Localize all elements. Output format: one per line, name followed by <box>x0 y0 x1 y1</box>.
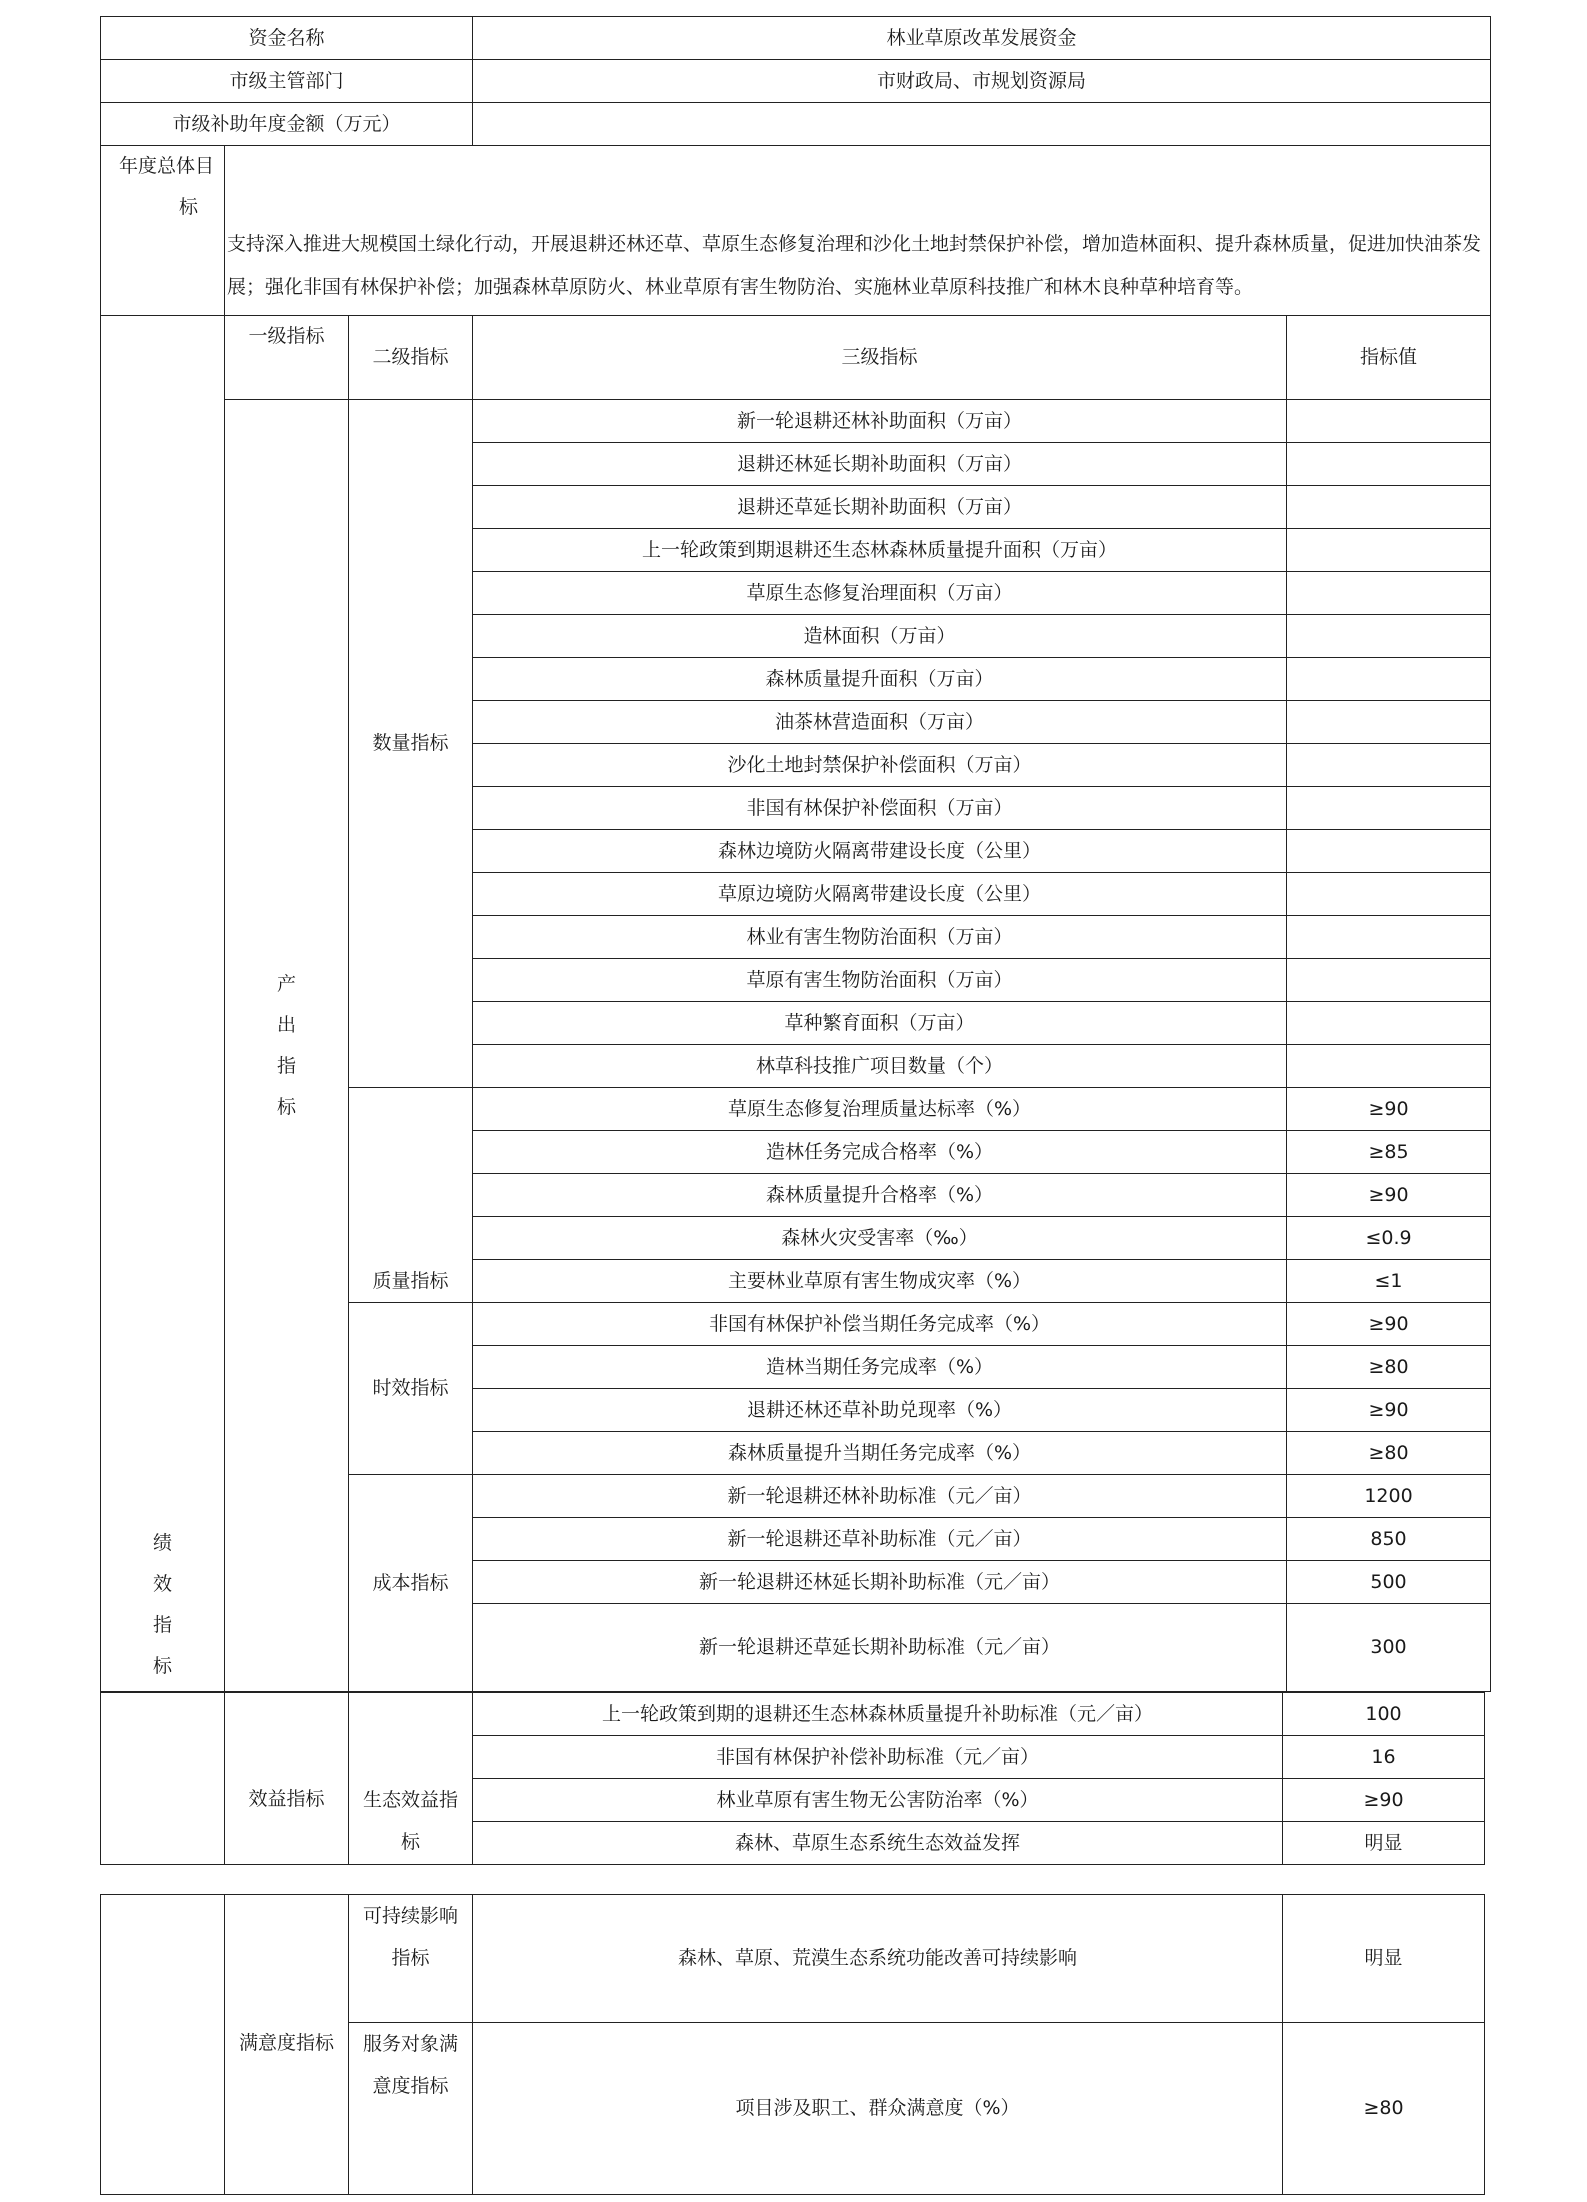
indicator-name: 森林、草原、荒漠生态系统功能改善可持续影响 <box>473 1895 1283 2023</box>
indicator-name: 退耕还林还草补助兑现率（%） <box>473 1389 1287 1432</box>
eco-benefit-label <box>349 1779 473 1865</box>
blank-perf-cell <box>101 1693 225 1865</box>
blank-level1-cell <box>225 1895 349 2023</box>
perf-char-3: 指 <box>152 1614 172 1636</box>
blank-level1-cell <box>225 1693 349 1779</box>
indicator-value: ≥90 <box>1287 1174 1491 1217</box>
satisfaction-indicator-label: 满意度指标 <box>225 2023 349 2195</box>
benefit-indicator-label: 效益指标 <box>225 1779 349 1865</box>
fund-name-value: 林业草原改革发展资金 <box>473 17 1491 60</box>
indicator-name: 草原生态修复治理面积（万亩） <box>473 572 1287 615</box>
indicator-value: ≥85 <box>1287 1131 1491 1174</box>
dept-value: 市财政局、市规划资源局 <box>473 60 1491 103</box>
eco-benefit-label-line2: 标 <box>400 1831 420 1854</box>
perf-char-1: 绩 <box>152 1532 172 1554</box>
annual-goal-label-line2: 标 <box>178 196 198 218</box>
indicator-value: 16 <box>1283 1736 1485 1779</box>
service-label-line2: 意度指标 <box>372 2075 449 2097</box>
indicator-name: 上一轮政策到期退耕还生态林森林质量提升面积（万亩） <box>473 529 1287 572</box>
performance-table-main <box>100 16 1491 1692</box>
indicator-name: 新一轮退耕还草延长期补助标准（元／亩） <box>473 1604 1287 1692</box>
indicator-name: 森林火灾受害率（‰） <box>473 1217 1287 1260</box>
indicator-name: 森林质量提升面积（万亩） <box>473 658 1287 701</box>
col-header-level2: 二级指标 <box>349 316 473 400</box>
indicator-value <box>1287 572 1491 615</box>
blank-perf-cell <box>101 1895 225 2195</box>
dept-label: 市级主管部门 <box>101 60 473 103</box>
indicator-name: 草原有害生物防治面积（万亩） <box>473 959 1287 1002</box>
indicator-value: ≥80 <box>1287 1346 1491 1389</box>
performance-table-continued <box>100 1692 1485 1865</box>
output-char-1: 产 <box>276 972 296 995</box>
indicator-value <box>1287 959 1491 1002</box>
indicator-name: 森林质量提升合格率（%） <box>473 1174 1287 1217</box>
indicator-value: ≥90 <box>1287 1389 1491 1432</box>
indicator-value <box>1287 529 1491 572</box>
indicator-value: 300 <box>1287 1604 1491 1692</box>
indicator-name: 新一轮退耕还草补助标准（元／亩） <box>473 1518 1287 1561</box>
indicator-value <box>1287 1045 1491 1088</box>
indicator-name: 草原边境防火隔离带建设长度（公里） <box>473 873 1287 916</box>
indicator-value: 明显 <box>1283 1822 1485 1865</box>
service-satisfaction-label <box>349 2023 473 2195</box>
indicator-name: 新一轮退耕还林延长期补助标准（元／亩） <box>473 1561 1287 1604</box>
indicator-value: 1200 <box>1287 1475 1491 1518</box>
col-header-level1: 一级指标 <box>225 316 349 400</box>
indicator-name: 森林质量提升当期任务完成率（%） <box>473 1432 1287 1475</box>
cost-indicator-label: 成本指标 <box>349 1475 473 1692</box>
indicator-name: 林业有害生物防治面积（万亩） <box>473 916 1287 959</box>
indicator-value: ≤0.9 <box>1287 1217 1491 1260</box>
performance-table-bottom <box>100 1894 1485 2195</box>
output-indicator-label <box>225 400 349 1692</box>
indicator-name: 森林边境防火隔离带建设长度（公里） <box>473 830 1287 873</box>
indicator-value <box>1287 615 1491 658</box>
indicator-name: 上一轮政策到期的退耕还生态林森林质量提升补助标准（元／亩） <box>473 1693 1283 1736</box>
indicator-name: 造林面积（万亩） <box>473 615 1287 658</box>
indicator-value: 850 <box>1287 1518 1491 1561</box>
indicator-value: ≤1 <box>1287 1260 1491 1303</box>
quantity-indicator-label: 数量指标 <box>349 400 473 1088</box>
amount-value <box>473 103 1491 146</box>
indicator-name: 非国有林保护补偿当期任务完成率（%） <box>473 1303 1287 1346</box>
indicator-value: 明显 <box>1283 1895 1485 2023</box>
indicator-name: 主要林业草原有害生物成灾率（%） <box>473 1260 1287 1303</box>
indicator-value: ≥90 <box>1287 1088 1491 1131</box>
indicator-name: 森林、草原生态系统生态效益发挥 <box>473 1822 1283 1865</box>
indicator-value <box>1287 658 1491 701</box>
indicator-value <box>1287 744 1491 787</box>
timeliness-indicator-label: 时效指标 <box>349 1303 473 1475</box>
amount-label: 市级补助年度金额（万元） <box>101 103 473 146</box>
indicator-value: ≥90 <box>1283 1779 1485 1822</box>
quality-indicator-label: 质量指标 <box>349 1088 473 1303</box>
indicator-name: 造林当期任务完成率（%） <box>473 1346 1287 1389</box>
indicator-value: ≥90 <box>1287 1303 1491 1346</box>
indicator-name: 新一轮退耕还林补助面积（万亩） <box>473 400 1287 443</box>
indicator-name: 油茶林营造面积（万亩） <box>473 701 1287 744</box>
indicator-value <box>1287 1002 1491 1045</box>
sustain-label-line2: 指标 <box>391 1947 430 1969</box>
indicator-value <box>1287 787 1491 830</box>
indicator-value <box>1287 701 1491 744</box>
output-char-2: 出 <box>276 1013 296 1036</box>
indicator-value: 100 <box>1283 1693 1485 1736</box>
indicator-value <box>1287 830 1491 873</box>
annual-goal-text: 支持深入推进大规模国土绿化行动，开展退耕还林还草、草原生态修复治理和沙化土地封禁保护补偿，增加造林面积、提升森林质量，促进加快油茶发展；强化非国有林保护补偿；加强森林草原防火、林业草原有害生物防治、实施林业草原科技推广和林木良种草种培育等。 <box>225 146 1491 316</box>
annual-goal-label <box>101 146 225 316</box>
perf-char-2: 效 <box>152 1573 172 1595</box>
col-header-value: 指标值 <box>1287 316 1491 400</box>
sustain-indicator-label <box>349 1895 473 2023</box>
indicator-value <box>1287 873 1491 916</box>
blank-level2-cell <box>349 1693 473 1779</box>
annual-goal-label-line1: 年度总体目 <box>118 155 214 177</box>
service-label-line1: 服务对象满 <box>362 2033 458 2055</box>
sustain-label-line1: 可持续影响 <box>362 1905 458 1927</box>
col-header-level3: 三级指标 <box>473 316 1287 400</box>
performance-indicator-label <box>101 316 225 1692</box>
indicator-name: 新一轮退耕还林补助标准（元／亩） <box>473 1475 1287 1518</box>
indicator-value <box>1287 443 1491 486</box>
indicator-value <box>1287 486 1491 529</box>
indicator-name: 项目涉及职工、群众满意度（%） <box>473 2023 1283 2195</box>
indicator-name: 退耕还林延长期补助面积（万亩） <box>473 443 1287 486</box>
indicator-value: ≥80 <box>1287 1432 1491 1475</box>
indicator-name: 退耕还草延长期补助面积（万亩） <box>473 486 1287 529</box>
indicator-name: 非国有林保护补偿面积（万亩） <box>473 787 1287 830</box>
output-char-4: 标 <box>276 1095 296 1118</box>
indicator-name: 林草科技推广项目数量（个） <box>473 1045 1287 1088</box>
indicator-value <box>1287 916 1491 959</box>
indicator-value <box>1287 400 1491 443</box>
perf-char-4: 标 <box>152 1655 172 1677</box>
output-char-3: 指 <box>276 1054 296 1077</box>
indicator-name: 林业草原有害生物无公害防治率（%） <box>473 1779 1283 1822</box>
indicator-name: 草原生态修复治理质量达标率（%） <box>473 1088 1287 1131</box>
indicator-value: 500 <box>1287 1561 1491 1604</box>
fund-name-label: 资金名称 <box>101 17 473 60</box>
indicator-name: 造林任务完成合格率（%） <box>473 1131 1287 1174</box>
eco-benefit-label-line1: 生态效益指 <box>362 1789 458 1812</box>
indicator-name: 非国有林保护补偿补助标准（元／亩） <box>473 1736 1283 1779</box>
indicator-name: 沙化土地封禁保护补偿面积（万亩） <box>473 744 1287 787</box>
indicator-name: 草种繁育面积（万亩） <box>473 1002 1287 1045</box>
indicator-value: ≥80 <box>1283 2023 1485 2195</box>
